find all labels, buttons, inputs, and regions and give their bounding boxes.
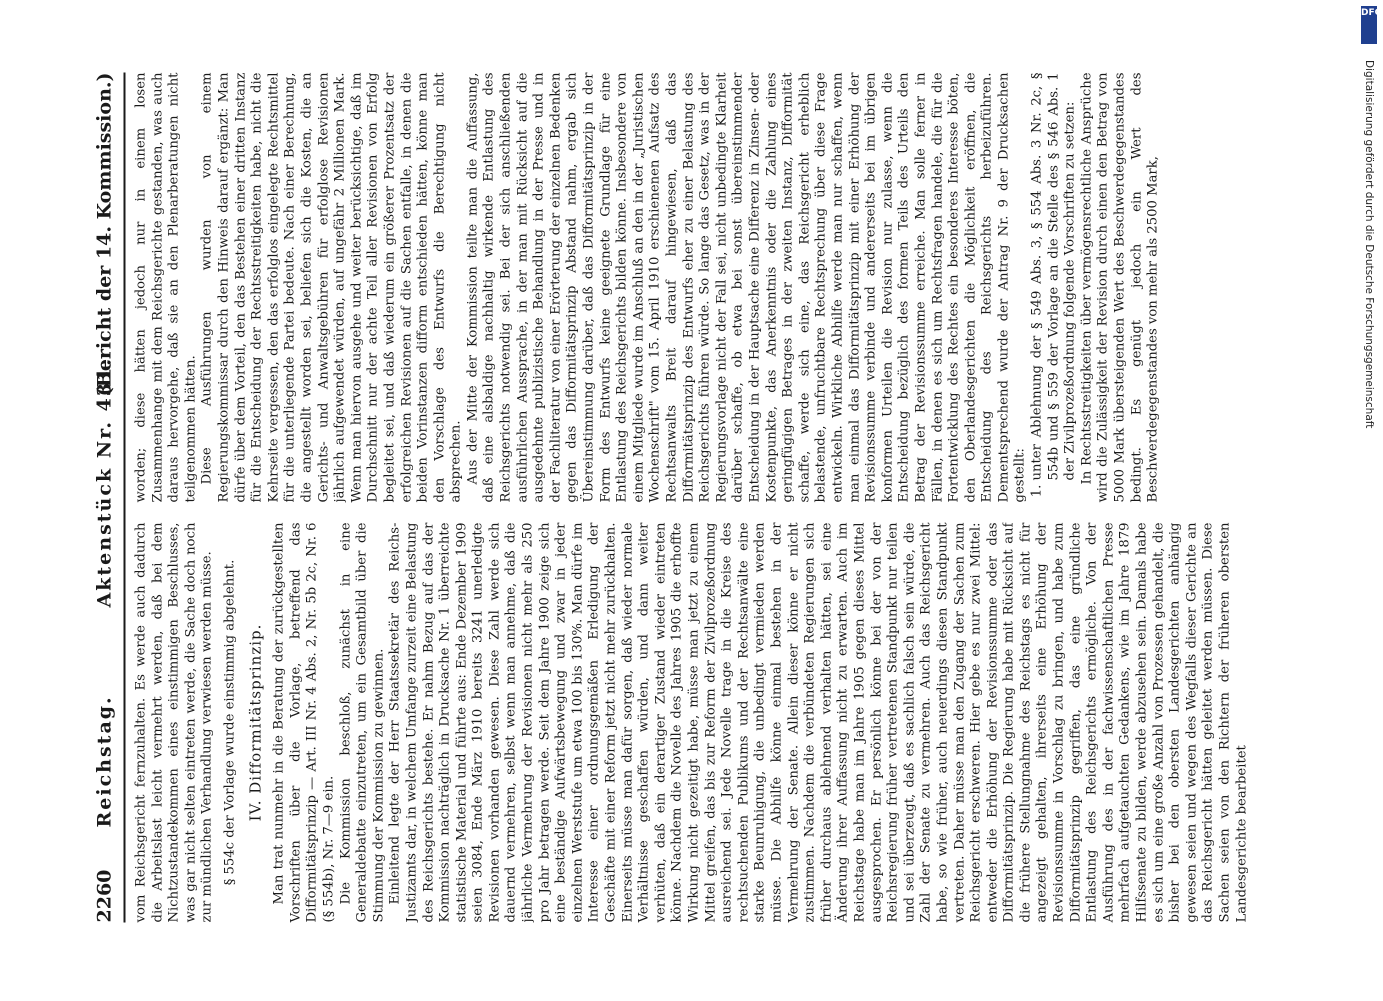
- paragraph: vom Reichsgericht fernzuhalten. Es werde auch dadurch die Arbeitslast leicht vermehrt werden, daß bei dem Nichtzustandekommen eines einstimmigen Beschlusses, was gar nicht selten eintreten werde, die Sache doch noch zur mündlichen Verhandlung verwiesen werden müsse.: [133, 522, 215, 923]
- header-rule: [124, 73, 126, 923]
- paragraph: Man trat nunmehr in die Beratung der zurückgestellten Vorschriften über die Vorlage, betreffend das Difformitätsprinzip — Art. III Nr. 4 Abs. 2, Nr. 5b 2c, Nr. 6 (§ 554b), Nr. 7—9 ein.: [271, 522, 337, 923]
- paragraph: Diese Ausführungen wurden von einem Regierungskommissar durch den Hinweis darauf ergänzt: Man dürfe über dem Vorteil, den das Bestehen einer dritten Instanz für die Entscheidung der Rechtsstreitigkeiten habe, nicht die Kehrseite vergessen, den das erfolglos eingelegte Rechtsmittel für die unterliegende Partei bedeute. Nach einer Berechnung, die angestellt worden sei, beliefen sich die Kosten, die an Gerichts- und Anwaltsgebühren für erfolglose Revisionen jährlich aufgewendet würden, auf ungefähr 2 Millionen Mark. Wenn man hiervon ausgehe und weiter berücksichtige, daß im Durchschnitt nur der achte Teil aller Revisionen von Erfolg begleitet sei, und daß wiederum ein größerer Prozentsatz der erfolgreichen Revisionen auf die Sachen entfalle, in denen die beiden Vorinstanzen difform entschieden hätten, könne man den Vorschlage des Entwurfs die Berechtigung nicht absprechen.: [199, 72, 464, 503]
- document-number: Aktenstück Nr. 431.: [93, 357, 116, 608]
- quoted-provision: In Rechtsstreitigkeiten über vermögensrechtliche Ansprüche wird die Zulässigkeit der Revision durch einen den Betrag von 5000 Mark übersteigenden Wert des Beschwerdegegenstandes bedingt. Es genügt jedoch ein Wert des Beschwerdegegenstandes von mehr als 2500 Mark,: [1079, 72, 1161, 503]
- paragraph: Aus der Mitte der Kommission teilte man die Auffassung, daß eine alsbaldige nachhaltig wirkende Entlastung des Reichsgerichts notwendig sei. Bei der sich anschließenden ausführlichen Aussprache, in der man mit Rücksicht auf die ausgedehnte publizistische Behandlung in der Presse und in der Fachliteratur von einer Erörterung der einzelnen Bedenken gegen das Difformitätsprinzip Abstand nahm, ergab sich Übereinstimmung darüber, daß das Difformitätsprinzip in der Form des Entwurfs keine geeignete Grundlage für eine Entlastung des Reichsgerichts bilden könne. Insbesondere von einem Mitgliede wurde im Anschluß an den in der „Juristischen Wochenschrift" vom 15. April 1910 erschienenen Aufsatz des Rechtsanwalts Breit darauf hingewiesen, daß das Difformitätsprinzip des Entwurfs eher zu einer Belastung des Reichsgerichts führen würde. So lange das Gesetz, was in der Regierungsvorlage nicht der Fall sei, nicht unbedingte Klarheit darüber schaffe, ob etwa bei sonst übereinstimmender Entscheidung in der Hauptsache eine Differenz in Zinsen- oder Kostenpunkte, das Anerkenntnis oder die Zahlung eines geringfügigen Betrages in der zweiten Instanz, Difformität schaffe, werde sich eine, das Reichsgericht erheblich belastende, unfruchtbare Rechtsprechung über diese Frage entwickeln. Wirkliche Abhilfe werde man nur schaffen, wenn man einmal das Difformitätsprinzip mit einer Erhöhung der Revisionssumme verbinde und andererseits bei im übrigen konformen Urteilen die Revision nur zulasse, wenn die Entscheidung bezüglich des formen Teils des Urteils den Betrag der Revisionssumme erreiche. Man solle ferner in Fällen, in denen es sich um Rechtsfragen handele, die für die Fortentwicklung des Rechtes ein besonderes Interesse böten, den Oberlandesgerichten die Möglichkeit eröffnen, die Entscheidung des Reichsgerichts herbeizuführen. Dementsprechend wurde der Antrag Nr. 9 der Drucksachen gestellt:: [465, 72, 1028, 503]
- left-column: [134, 523, 1347, 923]
- page-number: 2260: [93, 869, 116, 923]
- report-title: (Bericht der 14. Kommission.): [93, 72, 116, 397]
- scanned-page: [0, 1, 1383, 1001]
- motion-list: [1030, 73, 1080, 503]
- digitization-credit: [1361, 60, 1375, 940]
- right-column: [134, 73, 1347, 503]
- dfg-logo-badge: DFG: [1361, 6, 1377, 44]
- section-heading: IV. Difformitätsprinzip.: [246, 623, 265, 822]
- list-item: 1. unter Ablehnung der § 549 Abs. 3, § 554 Abs. 3 Nr. 2c, § 554b und § 559 der Vorlage an die Stelle des § 546 Abs. 1 der Zivilprozeßordnung folgende Vorschriften zu setzen:: [1030, 73, 1080, 481]
- paragraph: Einleitend legte der Herr Staatssekretär des Reichs-Justizamts dar, in welchem Umfange zurzeit eine Belastung des Reichsgerichts bestehe. Er nahm Bezug auf das der Kommission nachträglich in Drucksache Nr. 1 überreichte statistische Material und führte aus: Ende Dezember 1909 seien 3084, Ende März 1910 bereits 3241 unerledigte Revisionen vorhanden gewesen. Diese Zahl werde sich dauernd vermehren, selbst wenn man annehme, daß die jährliche Vermehrung der Revisionen nicht mehr als 250 pro Jahr betragen werde. Seit dem Jahre 1900 zeige sich eine beständige Aufwärtsbewegung und zwar in jeder einzelnen Werststufe um etwa 100 bis 130%. Man dürfe im Interesse einer ordnungsgemäßen Erledigung der Geschäfte mit einer Reform jetzt nicht mehr zurückhalten. Einerseits müsse man dafür sorgen, daß wieder normale Verhältnisse geschaffen würden, und dann weiter verhüten, daß ein derartiger Zustand wieder eintreten könne. Nachdem die Novelle des Jahres 1905 die erhoffte Wirkung nicht gezeitigt habe, müsse man jetzt zu einem Mittel greifen, das bis zur Reform der Zivilprozeßordnung ausreichend sei. Jede Novelle trage in die Kreise des rechtsuchenden Publikums und der Rechtsanwälte eine starke Beunruhigung, die unbedingt vermieden werden müsse. Die Abhilfe könne einmal bestehen in der Vermehrung der Senate. Allein dieser könne er nicht zustimmen. Nachdem die verbündeten Regierungen sich früher durchaus ablehnend verhalten hätten, sei eine Änderung ihrer Auffassung nicht zu erwarten. Auch im Reichstage habe man im Jahre 1905 gegen dieses Mittel ausgesprochen. Er persönlich könne bei der von der Reichsregierung früher vertretenen Standpunkt nur teilen und sei überzeugt, daß es sachlich falsch sein würde, die Zahl der Senate zu vermehren. Auch das Reichsgericht habe, so wie früher, auch neuerdings diesen Standpunkt vertreten. Daher müsse man den Zugang der Sachen zum Reichsgericht erschweren. Hier gebe es nur zwei Mittel: entweder die Erhöhung der Revisionssumme oder das Difformitätsprinzip. Die Regierung habe mit Rücksicht auf die frühere Stellungnahme des Reichstags es nicht für angezeigt gehalten, ihrerseits eine Erhöhung der Revisionssumme in Vorschlag zu bringen, und habe zum Difformitätsprinzip gegriffen, das eine gründliche Entlastung des Reichsgerichts ermögliche. Von der Ausführung des in der fachwissenschaftlichen Presse mehrfach aufgetauchten Gedankens, wie im Jahre 1879 Hilfssenate zu bilden, werde abzusehen sein. Damals habe es sich um eine große Anzahl von Prozessen gehandelt, die bisher bei den obersten Landesgerichten anhängig gewesen seien und wegen des Wegfalls dieser Gerichte an das Reichsgericht hätten geleitet werden müssen. Diese Sachen seien von den Richtern der früheren obersten Landesgerichte bearbeitet: [387, 522, 1250, 923]
- paragraph: worden; diese hätten jedoch nur in einem losen Zusammenhange mit dem Reichsgerichte gestanden, was auch daraus hervorgehe, daß sie an den Plenarberatungen nicht teilgenommen hätten.: [133, 72, 199, 503]
- paragraph: § 554c der Vorlage wurde einstimmig abgelehnt.: [222, 559, 238, 886]
- page-header: [90, 73, 124, 923]
- publication-title: Reichstag.: [93, 695, 116, 828]
- paragraph: Die Kommission beschloß, zunächst in eine Generaldebatte einzutreten, um ein Gesamtbild über die Stimmung der Kommission zu gewinnen.: [338, 522, 387, 923]
- credit-text: Digitalisierung gefördert durch die Deutsche Forschungsgemeinschaft: [1363, 60, 1375, 429]
